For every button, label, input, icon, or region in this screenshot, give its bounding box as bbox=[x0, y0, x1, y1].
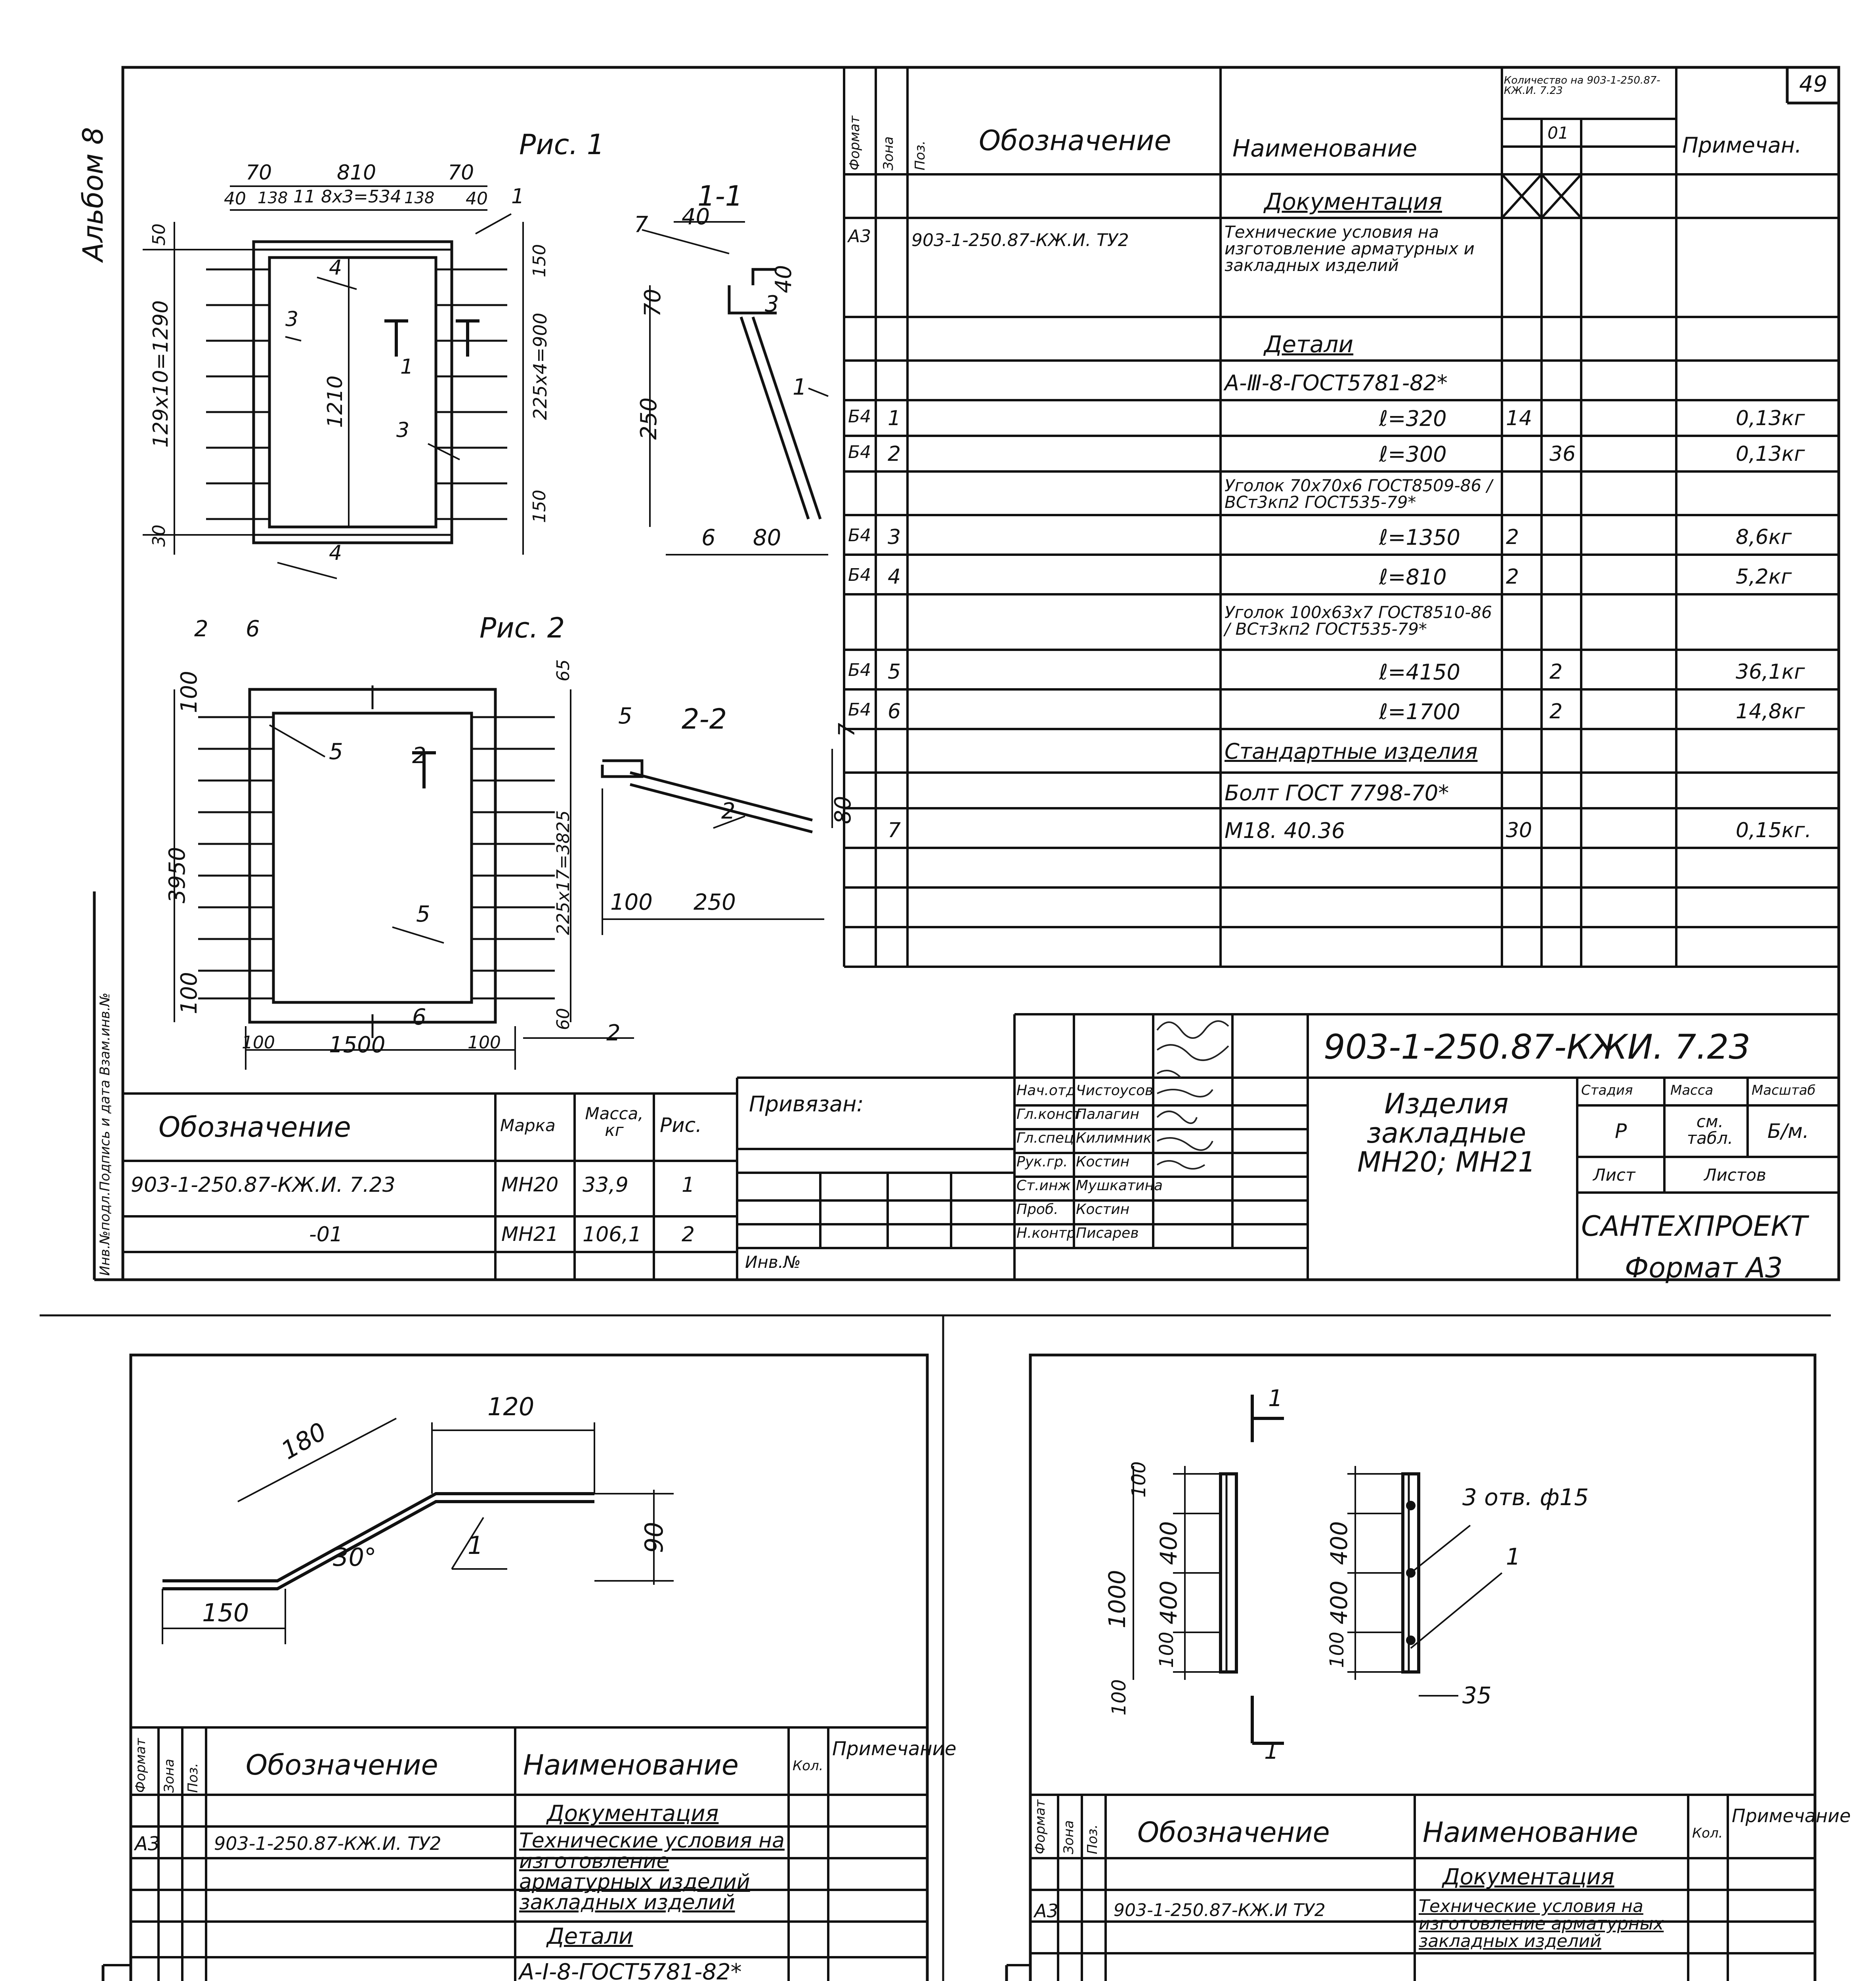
fig1-section-dim-7: 6 bbox=[701, 525, 716, 551]
fig2-section-dim-4: 100 bbox=[610, 889, 653, 915]
top-spec-designation-1: 903-1-250.87-КЖ.И. ТУ2 bbox=[911, 230, 1129, 250]
marks-h-designation: Обозначение bbox=[159, 1111, 351, 1143]
top-spec-name-9: Уголок 100x63x7 ГОСТ8510-86 / ВСт3кп2 ГОСТ535-79* bbox=[1225, 603, 1492, 639]
top-spec-name-5: ℓ=300 bbox=[1379, 442, 1447, 467]
fig2-dim-3: 65 bbox=[553, 659, 573, 681]
top-spec-note-11: 14,8кг bbox=[1736, 700, 1805, 723]
fig1-section-dim-6: 1 bbox=[793, 374, 807, 400]
fig2-dim-10: 60 bbox=[553, 1008, 573, 1030]
marks-mass-1: 106,1 bbox=[583, 1223, 642, 1246]
top-spec-h-qty: Количество на 903-1-250.87-КЖ.И. 7.23 bbox=[1504, 74, 1660, 97]
top-spec-format-10: Б4 bbox=[848, 660, 871, 680]
bl-dim-0: 120 bbox=[487, 1392, 535, 1421]
marks-fig-0: 1 bbox=[682, 1173, 695, 1197]
top-spec-name-0: Документация bbox=[1264, 188, 1442, 215]
top-spec-name-13: Болт ГОСТ 7798-70* bbox=[1225, 781, 1449, 805]
top-spec-note-10: 36,1кг bbox=[1736, 660, 1805, 684]
top-mass-h: Масса bbox=[1670, 1082, 1714, 1098]
fig2-dim-14: 100 bbox=[468, 1032, 501, 1053]
fig2-section-dim-0: 5 bbox=[618, 703, 632, 729]
br-dim-8: 400 bbox=[1326, 1580, 1353, 1624]
top-format: Формат А3 bbox=[1625, 1252, 1783, 1284]
br-dim-1: 100 bbox=[1128, 1461, 1150, 1498]
top-side-label: Инв.№подл.Подпись и дата Взам.инв.№ bbox=[97, 992, 113, 1276]
bl-h-format: Формат bbox=[133, 1738, 149, 1793]
fig1-dim-19: 4 bbox=[329, 541, 342, 565]
fig2-dim-8: 5 bbox=[416, 901, 430, 927]
fig1-section-dim-1: 40 bbox=[682, 204, 710, 230]
bl-h-designation: Обозначение bbox=[246, 1749, 438, 1781]
top-privyazan: Привязан: bbox=[749, 1092, 864, 1116]
top-spec-h-format: Формат bbox=[847, 116, 863, 170]
top-spec-pos-4: 1 bbox=[888, 407, 901, 430]
top-spec-name-3: А-Ⅲ-8-ГОСТ5781-82* bbox=[1225, 370, 1448, 395]
br-dim-4: 400 bbox=[1155, 1580, 1182, 1624]
br-dim-11: 1 bbox=[1506, 1543, 1521, 1570]
top-spec-h-qty-sub: 01 bbox=[1547, 123, 1569, 143]
top-people-name-5: Костин bbox=[1076, 1201, 1130, 1218]
br-h-zone: Зона bbox=[1061, 1820, 1077, 1854]
fig2-dim-15: 2 bbox=[606, 1020, 621, 1046]
marks-designation-1: -01 bbox=[309, 1223, 343, 1246]
br-sheet-frame bbox=[1030, 1355, 1851, 1981]
fig1-dim-0: 70 bbox=[246, 161, 272, 185]
top-spec-h-zone: Зона bbox=[881, 136, 896, 170]
br-dim-12: 35 bbox=[1462, 1682, 1492, 1709]
marks-designation-0: 903-1-250.87-КЖ.И. 7.23 bbox=[131, 1173, 395, 1197]
top-spec-name-4: ℓ=320 bbox=[1379, 406, 1447, 431]
top-people-name-1: Палагин bbox=[1076, 1106, 1140, 1122]
top-spec-note-4: 0,13кг bbox=[1736, 407, 1805, 430]
bl-h-pos: Поз. bbox=[185, 1763, 201, 1793]
top-spec-name-12: Стандартные изделия bbox=[1225, 739, 1478, 764]
br-dim-10: 3 отв. ф15 bbox=[1462, 1484, 1589, 1511]
top-spec-name-10: ℓ=4150 bbox=[1379, 660, 1460, 685]
br-dim-6: 100 bbox=[1108, 1679, 1130, 1716]
br-dim-0: 1 bbox=[1268, 1385, 1283, 1412]
top-spec-format-4: Б4 bbox=[848, 407, 871, 427]
top-spec-format-5: Б4 bbox=[848, 442, 871, 462]
section-2-2-title: 2-2 bbox=[682, 703, 727, 735]
top-spec-q1-7: 2 bbox=[1506, 525, 1519, 549]
fig2-section-dim-5: 250 bbox=[693, 889, 736, 915]
fig2-title: Рис. 2 bbox=[480, 612, 565, 644]
marks-fig-1: 2 bbox=[682, 1223, 695, 1246]
bl-spec-designation-1: 903-1-250.87-КЖ.И. ТУ2 bbox=[214, 1833, 441, 1854]
fig1-dim-15: 1 bbox=[511, 185, 525, 208]
bl-dim-3: 30° bbox=[333, 1543, 376, 1572]
top-spec-name-7: ℓ=1350 bbox=[1379, 525, 1460, 550]
top-spec-q2-5: 36 bbox=[1549, 442, 1576, 466]
fig1-dim-6: 138 bbox=[404, 189, 435, 207]
br-h-pos: Поз. bbox=[1085, 1824, 1100, 1854]
fig1-section-dim-5: 250 bbox=[636, 397, 662, 440]
top-scale: Б/м. bbox=[1767, 1120, 1809, 1143]
fig2-dim-4: 5 bbox=[329, 739, 343, 765]
fig1-dim-3: 40 bbox=[224, 189, 246, 209]
top-people-name-0: Чистоусов bbox=[1076, 1082, 1154, 1099]
br-spec-name-1: Технические условия на изготовление арматурных закладных изделий bbox=[1419, 1896, 1664, 1951]
br-detail-lines bbox=[1133, 1395, 1502, 1743]
top-spec-q1-14: 30 bbox=[1506, 819, 1532, 842]
br-dim-9: 100 bbox=[1326, 1632, 1348, 1668]
fig1-dim-2: 70 bbox=[448, 161, 474, 185]
top-people-role-6: Н.контр bbox=[1016, 1225, 1076, 1241]
top-spec-h-designation: Обозначение bbox=[979, 124, 1171, 157]
fig2-dim-1: 6 bbox=[246, 616, 260, 642]
fig1-dim-10: 129x10=1290 bbox=[149, 300, 173, 448]
top-people-role-0: Нач.отд bbox=[1016, 1082, 1076, 1099]
marks-mark-0: МН20 bbox=[501, 1173, 559, 1196]
top-people-name-4: Мушкатина bbox=[1076, 1178, 1163, 1194]
top-spec-q2-10: 2 bbox=[1549, 660, 1563, 684]
top-sheets-h: Листов bbox=[1704, 1165, 1766, 1185]
fig1-dim-11: 1210 bbox=[323, 375, 347, 428]
br-h-note: Примечание bbox=[1732, 1805, 1851, 1826]
top-spec-pos-11: 6 bbox=[888, 700, 901, 723]
bl-spec-name-0: Документация bbox=[547, 1801, 719, 1826]
bl-h-zone: Зона bbox=[161, 1759, 177, 1793]
br-spec-designation-1: 903-1-250.87-КЖ.И ТУ2 bbox=[1114, 1900, 1326, 1920]
bl-dim-5: 150 bbox=[202, 1598, 249, 1627]
bl-dim-1: 180 bbox=[276, 1416, 331, 1466]
fig2-dim-7: 225x17=3825 bbox=[553, 810, 573, 935]
fig2-dim-5: 2 bbox=[412, 743, 426, 769]
top-spec-pos-14: 7 bbox=[888, 819, 901, 842]
top-spec-name-8: ℓ=810 bbox=[1379, 565, 1447, 590]
br-holes bbox=[1406, 1501, 1416, 1645]
top-spec-note-5: 0,13кг bbox=[1736, 442, 1805, 466]
fig2-dim-9: 100 bbox=[176, 972, 202, 1014]
top-spec-pos-8: 4 bbox=[888, 565, 901, 589]
marks-h-mass: Масса, кг bbox=[585, 1104, 644, 1140]
fig1-dim-5: 11 8x3=534 bbox=[293, 187, 401, 207]
fig1-dim-16: 3 bbox=[285, 307, 299, 331]
top-stage-h: Стадия bbox=[1581, 1082, 1633, 1098]
top-spec-q1-4: 14 bbox=[1506, 407, 1532, 430]
marks-mark-1: МН21 bbox=[501, 1223, 559, 1246]
top-spec-note-7: 8,6кг bbox=[1736, 525, 1792, 549]
marks-mass-0: 33,9 bbox=[583, 1173, 629, 1197]
fig1-title: Рис. 1 bbox=[519, 128, 605, 161]
top-spec-pos-5: 2 bbox=[888, 442, 901, 466]
top-spec-q2-11: 2 bbox=[1549, 700, 1563, 723]
top-spec-h-name: Наименование bbox=[1232, 135, 1418, 162]
top-people-role-3: Рук.гр. bbox=[1016, 1154, 1068, 1170]
marks-h-fig: Рис. bbox=[660, 1114, 702, 1137]
bl-dim-4: 1 bbox=[468, 1531, 483, 1560]
fig1-dim-13: 150 bbox=[529, 490, 550, 523]
top-spec-h-pos: Поз. bbox=[912, 140, 928, 170]
br-dim-13: 1 bbox=[1264, 1737, 1279, 1764]
fig1-section-dim-8: 80 bbox=[753, 525, 781, 551]
fig1-dim-8: 50 bbox=[149, 223, 169, 246]
top-spec-format-8: Б4 bbox=[848, 565, 871, 585]
top-people-name-6: Писарев bbox=[1076, 1225, 1139, 1241]
top-people-role-2: Гл.спец bbox=[1016, 1130, 1074, 1146]
top-spec-pos-7: 3 bbox=[888, 525, 901, 549]
fig1-dim-14: 30 bbox=[149, 525, 169, 547]
top-spec-name-11: ℓ=1700 bbox=[1379, 699, 1460, 724]
page-number: 49 bbox=[1799, 71, 1828, 97]
top-mass: см. табл. bbox=[1687, 1112, 1733, 1148]
fig2-dim-2: 100 bbox=[176, 671, 202, 713]
bl-spec-name-3: А-I-8-ГОСТ5781-82* bbox=[519, 1959, 742, 1981]
top-people-name-2: Килимник bbox=[1076, 1130, 1152, 1146]
fig1-dim-12: 225x4=900 bbox=[529, 313, 551, 420]
br-dim-7: 400 bbox=[1326, 1521, 1353, 1565]
fig1-dim-4: 138 bbox=[258, 189, 288, 207]
top-spec-note-8: 5,2кг bbox=[1736, 565, 1792, 589]
bl-spec-format-1: А3 bbox=[135, 1833, 160, 1855]
top-spec-name-6: Уголок 70x70x6 ГОСТ8509-86 / ВСт3кп2 ГОСТ535-79* bbox=[1225, 476, 1492, 512]
bl-spec-name-1: Технические условия на изготовление арматурных изделий закладных изделий bbox=[519, 1829, 785, 1914]
top-sheet-h: Лист bbox=[1593, 1165, 1635, 1185]
bl-dim-2: 90 bbox=[640, 1522, 669, 1553]
fig2-dim-13: 6 bbox=[412, 1004, 426, 1030]
top-people-name-3: Костин bbox=[1076, 1154, 1130, 1170]
top-spec-name-1: Технические условия на изготовление арматурных и закладных изделий bbox=[1225, 222, 1475, 275]
top-scale-h: Масштаб bbox=[1752, 1082, 1816, 1098]
fig1-dim-9: 150 bbox=[529, 244, 550, 277]
fig2-section-dim-3: 2 bbox=[721, 798, 735, 824]
fig2-section-dim-2: 80 bbox=[830, 796, 856, 824]
br-h-qty: Кол. bbox=[1692, 1825, 1723, 1841]
bl-spec-name-2: Детали bbox=[547, 1924, 633, 1949]
top-org: САНТЕХПРОЕКТ bbox=[1581, 1210, 1807, 1242]
top-spec-q1-8: 2 bbox=[1506, 565, 1519, 589]
section-1-1-title: 1-1 bbox=[697, 180, 743, 212]
top-spec-name-2: Детали bbox=[1264, 331, 1354, 358]
br-h-name: Наименование bbox=[1423, 1816, 1638, 1849]
top-people-role-4: Ст.инж bbox=[1016, 1178, 1071, 1194]
top-inv: Инв.№ bbox=[745, 1252, 801, 1272]
fig2-section-dim-1: 7 bbox=[834, 723, 860, 737]
top-spec-format-1: А3 bbox=[848, 226, 871, 246]
fig1-dim-17: 4 bbox=[329, 256, 342, 280]
top-people-role-1: Гл.конст bbox=[1016, 1106, 1081, 1122]
br-dim-2: 1000 bbox=[1104, 1570, 1131, 1628]
br-dim-5: 100 bbox=[1156, 1632, 1178, 1668]
fig1-section-dim-2: 40 bbox=[771, 265, 797, 293]
fig2-dim-0: 2 bbox=[194, 616, 208, 642]
top-spec-format-7: Б4 bbox=[848, 525, 871, 546]
fig2-dim-11: 100 bbox=[242, 1032, 275, 1053]
fig1-dim-7: 40 bbox=[466, 189, 488, 209]
br-spec-format-1: А3 bbox=[1034, 1900, 1058, 1922]
top-stamp-code: 903-1-250.87-КЖИ. 7.23 bbox=[1324, 1027, 1751, 1067]
bl-h-name: Наименование bbox=[523, 1749, 739, 1781]
fig1-dim-1: 810 bbox=[337, 161, 376, 185]
fig1-dim-20: 1 bbox=[400, 355, 414, 379]
marks-h-mark: Марка bbox=[500, 1116, 556, 1135]
fig2-dim-12: 1500 bbox=[329, 1032, 386, 1058]
top-spec-note-14: 0,15кг. bbox=[1736, 819, 1812, 842]
top-spec-pos-10: 5 bbox=[888, 660, 901, 684]
fig1-section-dim-0: 7 bbox=[634, 212, 648, 238]
fig1-dim-18: 3 bbox=[396, 418, 410, 442]
br-h-format: Формат bbox=[1032, 1800, 1048, 1854]
bl-h-note: Примечание bbox=[832, 1738, 957, 1760]
top-spec-name-14: М18. 40.36 bbox=[1225, 818, 1345, 843]
fig1-section-dim-3: 70 bbox=[640, 288, 666, 317]
top-spec-format-11: Б4 bbox=[848, 700, 871, 720]
br-dim-3: 400 bbox=[1155, 1521, 1182, 1565]
br-h-designation: Обозначение bbox=[1137, 1816, 1330, 1849]
album-label: Альбом 8 bbox=[77, 127, 109, 261]
top-stamp-title: Изделия закладные МН20; МН21 bbox=[1357, 1088, 1536, 1178]
bl-h-qty: Кол. bbox=[793, 1758, 823, 1774]
top-stage: Р bbox=[1615, 1120, 1627, 1143]
fig1-section-dim-4: 3 bbox=[765, 291, 779, 317]
top-spec-h-note: Примечан. bbox=[1682, 133, 1802, 158]
br-spec-name-0: Документация bbox=[1442, 1864, 1614, 1890]
fig2-dim-6: 3950 bbox=[164, 847, 190, 903]
top-people-role-5: Проб. bbox=[1016, 1201, 1058, 1218]
br-stamp-grid bbox=[1007, 1965, 1815, 1981]
